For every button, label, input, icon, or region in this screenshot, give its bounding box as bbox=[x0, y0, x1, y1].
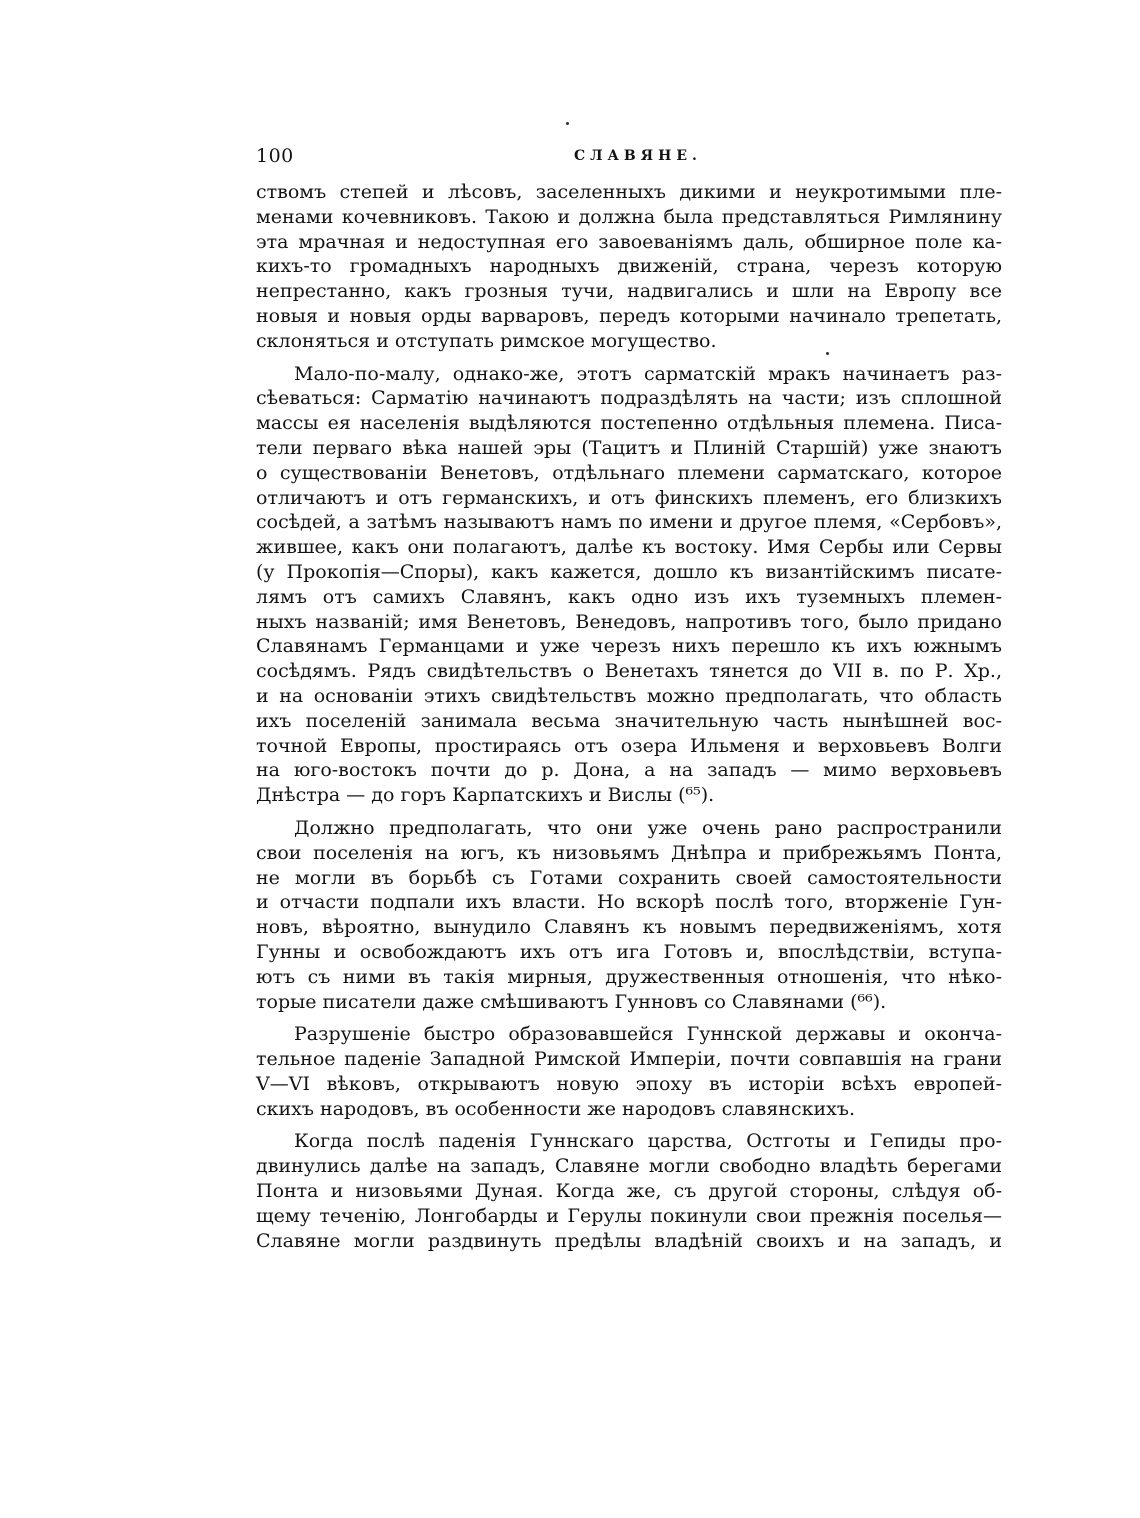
text-line: новыя и новыя орды варваровъ, передъ которыми начинало трепетать, bbox=[256, 304, 1002, 327]
running-title: СЛАВЯНЕ. bbox=[574, 148, 702, 164]
text-line: склоняться и отступать римское могущество. bbox=[256, 329, 717, 352]
text-line: отличаютъ и отъ германскихъ, и отъ финскихъ племенъ, его близкихъ bbox=[256, 486, 1002, 509]
text-line: двинулись далѣе на западъ, Славяне могли свободно владѣть берегами bbox=[256, 1155, 1002, 1178]
text-line: сосѣдей, а затѣмъ называютъ намъ по имени и другое племя, «Сербовъ», bbox=[256, 511, 1002, 534]
text-line: лямъ отъ самихъ Славянъ, какъ одно изъ ихъ туземныхъ племен- bbox=[256, 585, 1002, 608]
paragraph-gap bbox=[256, 808, 1002, 816]
text-line: жившее, какъ они полагаютъ, далѣе къ востоку. Имя Сербы или Сервы bbox=[256, 536, 1002, 559]
text-line: Славянамъ Германцами и уже черезъ нихъ перешло къ ихъ южнымъ bbox=[256, 635, 1002, 658]
text-line: торые писатели даже смѣшиваютъ Гунновъ со Славянами (⁶⁶). bbox=[256, 990, 887, 1013]
paragraph-gap bbox=[256, 1014, 1002, 1022]
text-line: Понта и низовьями Дуная. Когда же, съ другой стороны, слѣдуя об- bbox=[256, 1180, 1002, 1203]
text-line: не могли въ борьбѣ съ Готами сохранить своей самостоятельности bbox=[256, 866, 1002, 889]
text-line: Мало-по-малу, однако-же, этотъ сарматскій мракъ начинаетъ раз- bbox=[294, 362, 1002, 385]
paragraph-3 bbox=[256, 816, 1002, 1014]
text-line: на юго-востокъ почти до р. Дона, а на западъ — мимо верховьевъ bbox=[256, 759, 1002, 782]
text-line: свои поселенія на югъ, къ низовьямъ Днѣпра и прибрежьямъ Понта, bbox=[256, 841, 1002, 864]
text-line: и на основаніи этихъ свидѣтельствъ можно предполагать, что область bbox=[256, 684, 1002, 707]
text-line: (у Прокопія—Споры), какъ кажется, дошло къ византійскимъ писате- bbox=[256, 560, 1002, 583]
text-line: Днѣстра — до горъ Карпатскихъ и Вислы (⁶⁵). bbox=[256, 784, 715, 807]
text-line: новъ, вѣроятно, вынудило Славянъ къ новымъ передвиженіямъ, хотя bbox=[256, 916, 1002, 939]
text-line: скихъ народовъ, въ особенности же народовъ славянскихъ. bbox=[256, 1097, 855, 1120]
paragraph-4 bbox=[256, 1022, 1002, 1121]
text-line: Должно предполагать, что они уже очень рано распространили bbox=[294, 816, 1002, 839]
text-line: тельное паденіе Западной Римской Имперіи, почти совпавшія на грани bbox=[256, 1048, 1002, 1071]
page-number: 100 bbox=[256, 145, 294, 167]
text-line: непрестанно, какъ грозныя тучи, надвигались и шли на Европу все bbox=[256, 280, 1002, 303]
scan-speck bbox=[566, 122, 569, 125]
text-line: кихъ-то громадныхъ народныхъ движеній, страна, черезъ которую bbox=[256, 255, 1002, 278]
text-line: ствомъ степей и лѣсовъ, заселенныхъ дикими и неукротимыми пле- bbox=[256, 181, 1002, 203]
page-header bbox=[256, 145, 1002, 169]
text-line: Разрушеніе быстро образовавшейся Гуннской державы и оконча- bbox=[294, 1023, 1002, 1046]
text-line: менами кочевниковъ. Такою и должна была представляться Римлянину bbox=[256, 205, 1002, 228]
text-line: сосѣдямъ. Рядъ свидѣтельствъ о Венетахъ тянется до VII в. по Р. Хр., bbox=[256, 660, 1002, 683]
page-body bbox=[256, 180, 1002, 1253]
text-line: массы ея населенія выдѣляются постепенно отдѣльныя племена. Писа- bbox=[256, 412, 1002, 435]
text-line: точной Европы, простираясь отъ озера Ильменя и верховьевъ Волги bbox=[256, 734, 1002, 757]
text-line: сѣеваться: Сарматію начинаютъ подраздѣлять на части; изъ сплошной bbox=[256, 387, 1002, 410]
paragraph-gap bbox=[256, 1121, 1002, 1129]
text-line: тели перваго вѣка нашей эры (Тацитъ и Плиній Старшій) уже знаютъ bbox=[256, 436, 1002, 459]
text-line: Славяне могли раздвинуть предѣлы владѣній своихъ и на западъ, и bbox=[256, 1229, 1002, 1252]
text-line: Гунны и освобождаютъ ихъ отъ ига Готовъ и, впослѣдствіи, вступа- bbox=[256, 940, 1002, 963]
text-line: ныхъ названій; имя Венетовъ, Венедовъ, напротивъ того, было придано bbox=[256, 610, 1002, 633]
text-line: Когда послѣ паденія Гуннскаго царства, Остготы и Гепиды про- bbox=[294, 1130, 1002, 1153]
text-line: щему теченію, Лонгобарды и Герулы покинули свои прежнія поселья— bbox=[256, 1204, 1002, 1227]
paragraph-5 bbox=[256, 1129, 1002, 1253]
paragraph-gap bbox=[256, 354, 1002, 362]
text-line: и отчасти подпали ихъ власти. Но вскорѣ послѣ того, вторженіе Гун- bbox=[256, 891, 1002, 914]
text-line: эта мрачная и недоступная его завоеваніямъ даль, обширное поле ка- bbox=[256, 230, 1002, 253]
text-line: V—VI вѣковъ, открываютъ новую эпоху въ исторіи всѣхъ европей- bbox=[256, 1072, 1002, 1095]
text-line: о существованіи Венетовъ, отдѣльнаго племени сарматскаго, которое bbox=[256, 461, 1002, 484]
text-line: ютъ съ ними въ такія мирныя, дружественныя отношенія, что нѣко- bbox=[256, 965, 1002, 988]
paragraph-2 bbox=[256, 362, 1002, 808]
paragraph-1 bbox=[256, 180, 1002, 354]
text-line: ихъ поселеній занимала весьма значительную часть нынѣшней вос- bbox=[256, 709, 1002, 732]
